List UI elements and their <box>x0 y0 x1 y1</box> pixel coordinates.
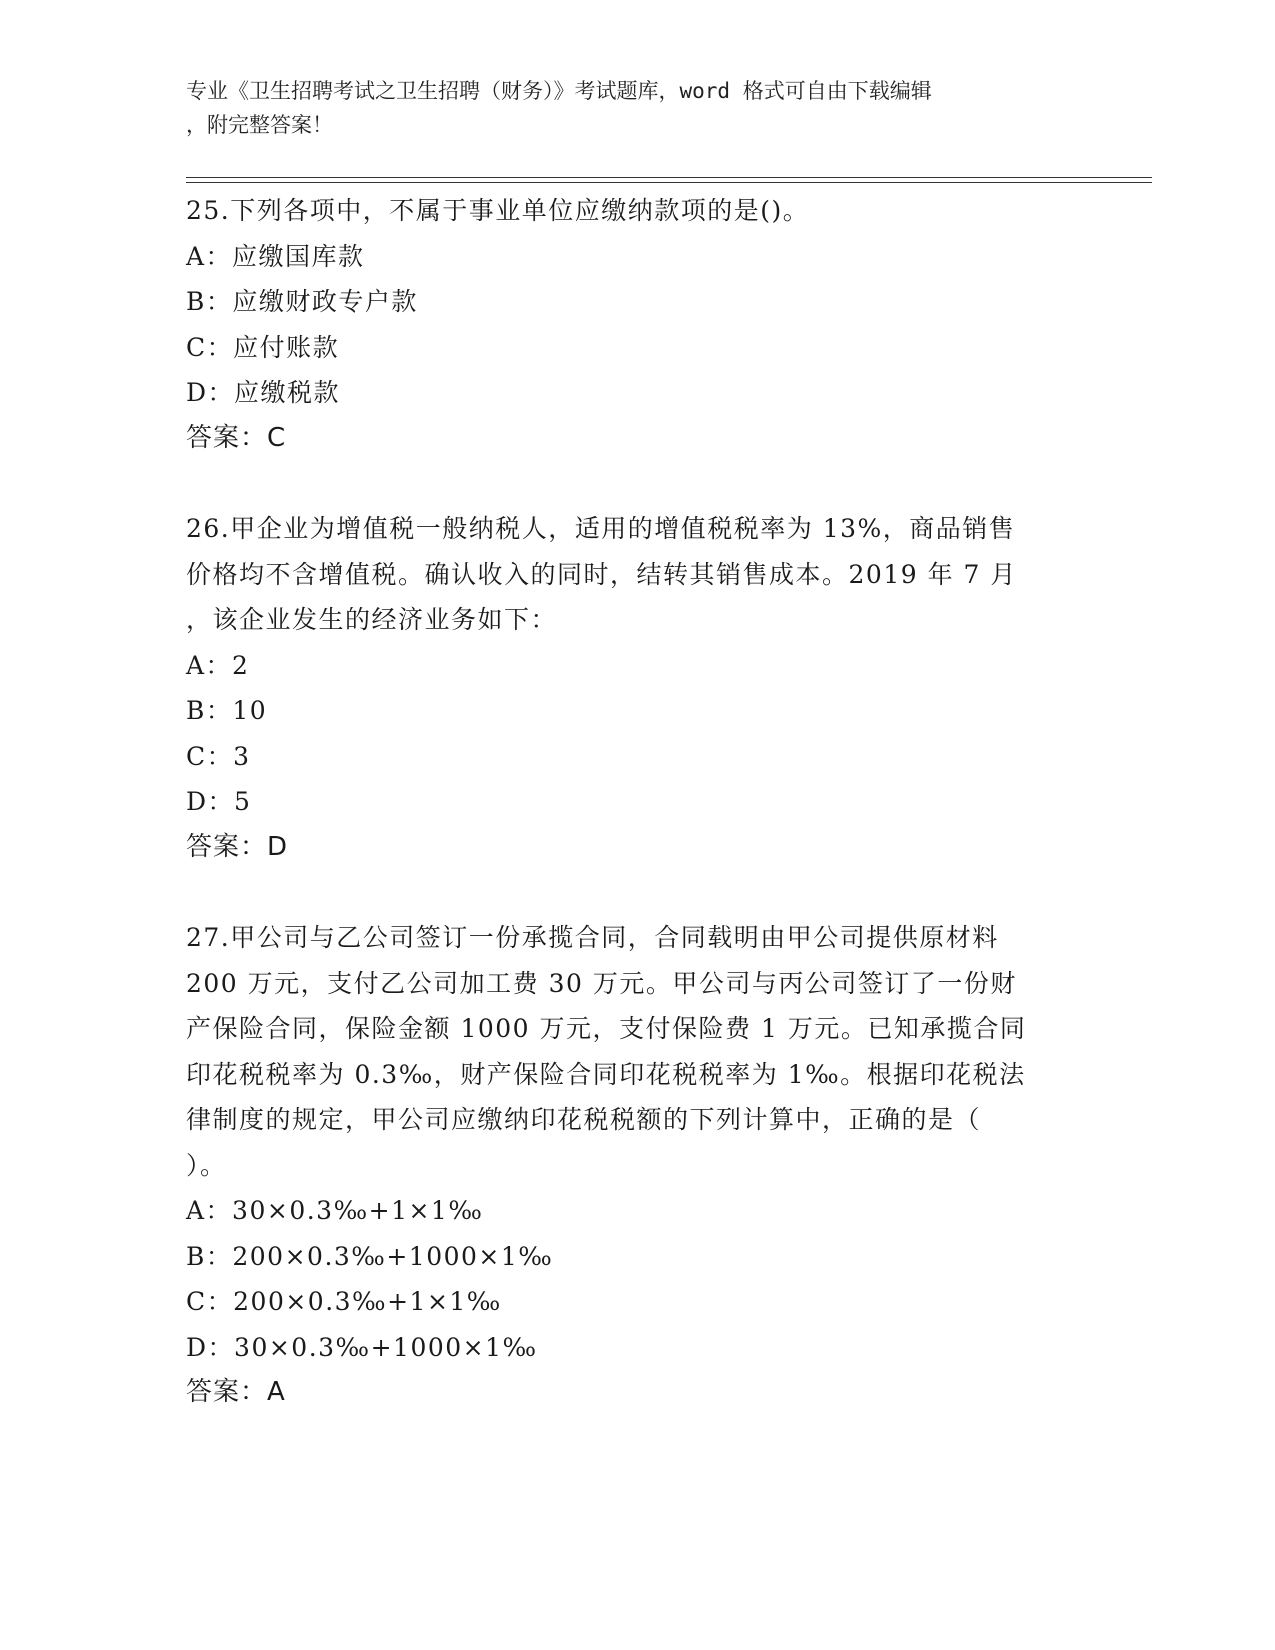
header-line-2: ，附完整答案！ <box>186 113 333 137</box>
answer: 答案：A <box>186 1377 286 1407</box>
option-c: C：200×0.3‰+1×1‰ <box>186 1287 502 1316</box>
question-stem-line: 25.下列各项中，不属于事业单位应缴纳款项的是()。 <box>186 196 810 225</box>
option-d: D：5 <box>186 787 252 816</box>
question-stem-line: 价格均不含增值税。确认收入的同时，结转其销售成本。2019 年 7 月 <box>186 559 1017 589</box>
option-a: A：应缴国库款 <box>186 241 365 271</box>
header-divider-bottom <box>186 182 1152 183</box>
question-stem-line: 印花税税率为 0.3‰，财产保险合同印花税税率为 1‰。根据印花税法 <box>186 1059 1026 1089</box>
answer: 答案：D <box>186 831 289 862</box>
answer: 答案：C <box>186 422 287 453</box>
option-a: A：2 <box>186 650 250 680</box>
option-c: C：应付账款 <box>186 332 340 362</box>
option-b: B：应缴财政专户款 <box>186 287 418 316</box>
document-header <box>186 74 1066 142</box>
question-stem-line: 200 万元，支付乙公司加工费 30 万元。甲公司与丙公司签订了一份财 <box>186 968 1017 998</box>
question-25 <box>186 188 1086 461</box>
question-27 <box>186 915 1086 1416</box>
option-a: A：30×0.3‰+1×1‰ <box>186 1196 484 1225</box>
question-stem-line: 产保险合同，保险金额 1000 万元，支付保险费 1 万元。已知承揽合同 <box>186 1014 1027 1043</box>
option-d: D：应缴税款 <box>186 378 341 407</box>
header-divider-top <box>186 177 1152 178</box>
option-c: C：3 <box>186 741 251 771</box>
question-list <box>186 188 1086 1461</box>
question-stem-line: 律制度的规定，甲公司应缴纳印花税税额的下列计算中，正确的是（ <box>186 1105 982 1134</box>
question-stem-line: 27.甲公司与乙公司签订一份承揽合同，合同载明由甲公司提供原材料 <box>186 923 999 952</box>
question-stem-line: ，该企业发生的经济业务如下： <box>186 605 558 634</box>
question-stem-line: 26.甲企业为增值税一般纳税人，适用的增值税税率为 13%，商品销售 <box>186 514 1016 543</box>
option-b: B：200×0.3‰+1000×1‰ <box>186 1241 554 1271</box>
option-d: D：30×0.3‰+1000×1‰ <box>186 1332 538 1362</box>
option-b: B：10 <box>186 696 268 725</box>
question-stem-line: ）。 <box>186 1150 227 1180</box>
question-26 <box>186 506 1086 870</box>
header-line-1: 专业《卫生招聘考试之卫生招聘（财务）》考试题库，word 格式可自由下载编辑 <box>186 79 932 103</box>
